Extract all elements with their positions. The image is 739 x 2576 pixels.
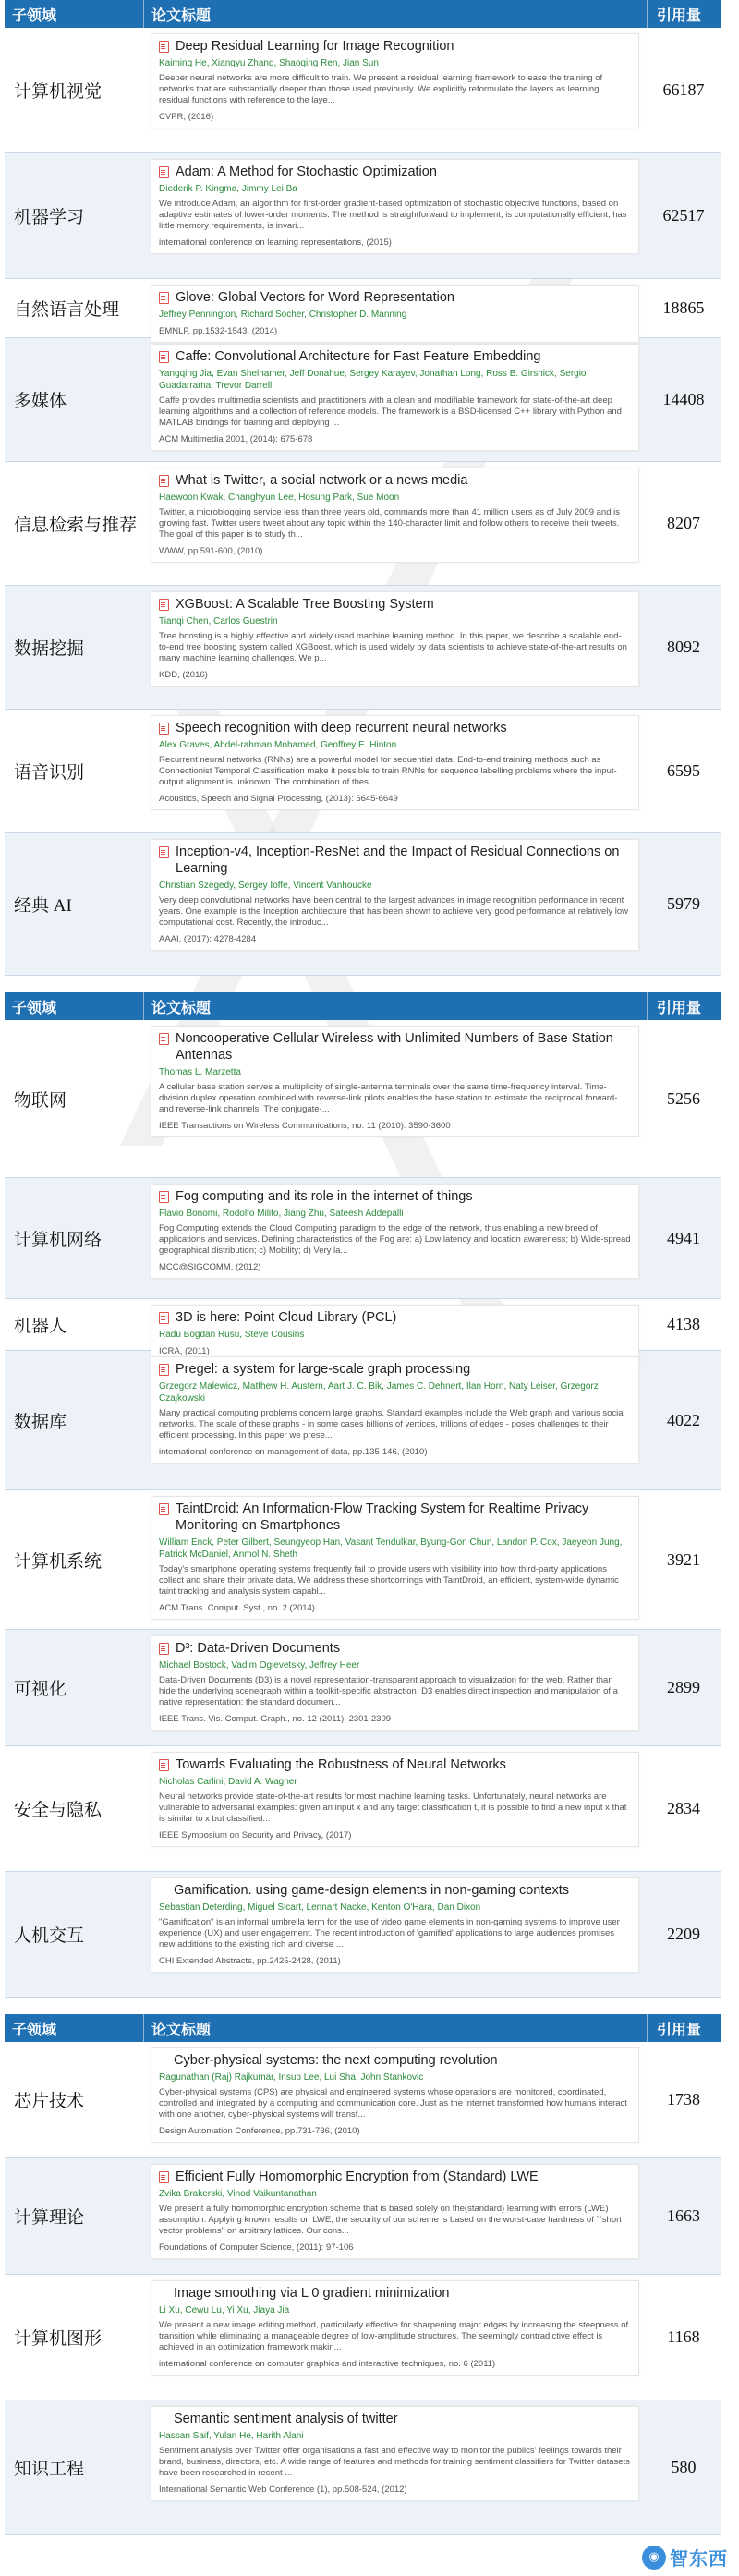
paper-card — [151, 2164, 639, 2259]
citation-count: 4022 — [667, 1410, 700, 1429]
pdf-icon[interactable] — [159, 292, 169, 304]
table-row — [5, 338, 721, 462]
paper-cell — [143, 1630, 647, 1745]
paper-cell — [143, 28, 647, 152]
header-field: 子领域 — [12, 7, 57, 24]
pdf-icon[interactable] — [159, 599, 169, 611]
paper-card — [151, 1877, 639, 1973]
table-row — [5, 153, 721, 279]
paper-abstract: Neural networks provide state-of-the-art results for most machine learning tasks. Unfortunately, neural networks are vulnerable to adversarial examples: given an input x and any target classification t, it is possible to find a new input x that is similar to x but classified... — [159, 1792, 627, 1824]
paper-card — [151, 468, 639, 563]
paper-card — [151, 1752, 639, 1847]
paper-cell — [143, 2275, 647, 2400]
paper-title-link[interactable]: Image smoothing via L 0 gradient minimization — [174, 2286, 450, 2301]
paper-cell — [143, 279, 647, 337]
pdf-icon[interactable] — [159, 1759, 169, 1771]
pdf-icon[interactable] — [159, 475, 169, 487]
paper-authors[interactable]: Kaiming He, Xiangyu Zhang, Shaoqing Ren, Jian Sun — [159, 58, 379, 68]
paper-abstract: Today's smartphone operating systems frequently fail to provide users with visibility into how third-party applications collect and share their private data. We address these shortcomings with TaintDroid, an efficient, system-wide dynamic taint tracking and analysis system capabl... — [159, 1564, 619, 1597]
table-row — [5, 2042, 721, 2158]
paper-authors[interactable]: William Enck, Peter Gilbert, Seungyeop Han, Vasant Tendulkar, Byung-Gon Chun, Landon P. Cox, Jaeyeon Jung, Patrick McDaniel, Anmol N. Sheth — [159, 1537, 623, 1560]
table-row — [5, 2275, 721, 2400]
paper-card — [151, 1356, 639, 1464]
citation-count: 1663 — [667, 2206, 700, 2225]
paper-authors[interactable]: Yangqing Jia, Evan Shelhamer, Jeff Donahue, Sergey Karayev, Jonathan Long, Ross B. Girshick, Sergio Guadarrama, Trevor Darrell — [159, 369, 587, 391]
table-row — [5, 1178, 721, 1299]
paper-authors[interactable]: Flavio Bonomi, Rodolfo Milito, Jiang Zhu, Sateesh Addepalli — [159, 1209, 404, 1219]
paper-abstract: Many practical computing problems concern large graphs. Standard examples include the Web graph and various social networks. The scale of these graphs - in some cases billions of vertices, trillions of edges - poses challenges to their efficient processing. In this paper we prese... — [159, 1408, 625, 1440]
paper-venue: WWW, pp.591-600, (2010) — [159, 546, 263, 556]
table-row — [5, 1872, 721, 1998]
field-name: 计算机网络 — [14, 1230, 103, 1250]
field-name: 自然语言处理 — [14, 300, 120, 320]
section-gap — [0, 1998, 739, 2014]
paper-abstract: We present a fully homomorphic encryption scheme that is based solely on the(standard) learning with errors (LWE) assumption. Applying known results on LWE, the security of our scheme is based on the worst-case hardness of ``short vector problems'' on arbitrary lattices. Our cons... — [159, 2204, 622, 2236]
paper-cell — [143, 1490, 647, 1629]
paper-title-link[interactable]: Speech recognition with deep recurrent neural networks — [176, 721, 507, 735]
paper-cell — [143, 1020, 647, 1177]
paper-title-link[interactable]: Cyber-physical systems: the next computing revolution — [174, 2053, 498, 2068]
paper-card — [151, 1496, 639, 1620]
citation-count: 8092 — [667, 638, 700, 656]
citation-count: 2834 — [667, 1799, 700, 1817]
paper-card — [151, 839, 639, 951]
field-name: 机器人 — [14, 1317, 67, 1336]
paper-title-link[interactable]: 3D is here: Point Cloud Library (PCL) — [176, 1310, 397, 1325]
paper-venue: ACM Multimedia 2001, (2014): 675-678 — [159, 434, 313, 444]
paper-cell — [143, 833, 647, 975]
paper-authors[interactable]: Christian Szegedy, Sergey Ioffe, Vincent Vanhoucke — [159, 881, 372, 891]
paper-cell — [143, 462, 647, 585]
paper-abstract: Data-Driven Documents (D3) is a novel representation-transparent approach to visualization for the web. Rather than hide the underlying scenegraph within a toolkit-specific abstraction, D3 enables direct inspection and manipulation of a native representation: the standard documen... — [159, 1675, 618, 1707]
paper-authors[interactable]: Diederik P. Kingma, Jimmy Lei Ba — [159, 184, 297, 194]
section-gap — [0, 976, 739, 992]
paper-authors[interactable]: Grzegorz Malewicz, Matthew H. Austern, Aart J. C. Bik, James C. Dehnert, Ilan Horn, Naty Leiser, Grzegorz Czajkowski — [159, 1381, 599, 1403]
paper-cell — [143, 1872, 647, 1997]
paper-title-link[interactable]: Gamification. using game-design elements in non-gaming contexts — [174, 1883, 569, 1898]
paper-venue: ACM Trans. Comput. Syst., no. 2 (2014) — [159, 1603, 315, 1613]
paper-title-link[interactable]: Efficient Fully Homomorphic Encryption from (Standard) LWE — [176, 2169, 539, 2184]
citation-count: 4138 — [667, 1315, 700, 1333]
paper-title-link[interactable]: Caffe: Convolutional Architecture for Fast Feature Embedding — [176, 349, 541, 364]
paper-card — [151, 1184, 639, 1279]
paper-venue: international conference on computer graphics and interactive techniques, no. 6 (2011) — [159, 2359, 496, 2369]
paper-card — [151, 2406, 639, 2501]
field-name: 多媒体 — [14, 392, 67, 411]
paper-title-link[interactable]: Adam: A Method for Stochastic Optimization — [176, 164, 437, 179]
paper-authors[interactable]: Radu Bogdan Rusu, Steve Cousins — [159, 1330, 305, 1340]
table-header — [5, 0, 721, 28]
field-name: 经典 AI — [14, 896, 72, 916]
paper-abstract: We present a new image editing method, particularly effective for sharpening major edges by increasing the steepness of transition while eliminating a manageable degree of low-amplitude structures. The seemingly contradictive effect is achieved in an optimization framework makin... — [159, 2320, 629, 2352]
paper-title-link[interactable]: Fog computing and its role in the internet of things — [176, 1189, 473, 1204]
paper-authors[interactable]: Li Xu, Cewu Lu, Yi Xu, Jiaya Jia — [159, 2305, 290, 2315]
paper-venue: KDD, (2016) — [159, 670, 208, 680]
paper-table — [5, 992, 721, 1998]
paper-title-link[interactable]: Glove: Global Vectors for Word Representation — [176, 290, 454, 305]
table-row — [5, 710, 721, 833]
table-row — [5, 1351, 721, 1490]
paper-table — [5, 2014, 721, 2535]
paper-title-link[interactable]: Deep Residual Learning for Image Recognition — [176, 39, 454, 54]
citation-count: 4941 — [667, 1228, 700, 1247]
paper-venue: IEEE Symposium on Security and Privacy, (2017) — [159, 1830, 352, 1841]
paper-venue: IEEE Trans. Vis. Comput. Graph., no. 12 (2011): 2301-2309 — [159, 1714, 392, 1724]
paper-abstract: Cyber-physical systems (CPS) are physical and engineered systems whose operations are monitored, coordinated, controlled and integrated by a computing and communication core. Just as the internet transformed how humans interact with one another, cyber-physical systems will transf... — [159, 2087, 627, 2120]
paper-title-link[interactable]: Semantic sentiment analysis of twitter — [174, 2412, 398, 2426]
pdf-icon[interactable] — [159, 1033, 169, 1045]
paper-cell — [143, 1178, 647, 1298]
paper-authors[interactable]: Michael Bostock, Vadim Ogievetsky, Jeffrey Heer — [159, 1660, 360, 1671]
pdf-icon[interactable] — [159, 2171, 169, 2183]
paper-card — [151, 591, 639, 687]
header-cites: 引用量 — [647, 2014, 721, 2042]
paper-venue: international conference on learning representations, (2015) — [159, 237, 392, 248]
paper-card — [151, 715, 639, 810]
paper-authors[interactable]: Zvika Brakerski, Vinod Vaikuntanathan — [159, 2189, 317, 2199]
paper-title-link[interactable]: D³: Data-Driven Documents — [176, 1641, 341, 1656]
table-row — [5, 1020, 721, 1178]
paper-cell — [143, 2042, 647, 2157]
paper-table — [5, 0, 721, 976]
paper-authors[interactable]: Tianqi Chen, Carlos Guestrin — [159, 616, 278, 626]
field-name: 物联网 — [14, 1090, 67, 1111]
table-header — [5, 2014, 721, 2042]
paper-venue: CVPR, (2016) — [159, 112, 214, 122]
paper-abstract: Deeper neural networks are more difficult to train. We present a residual learning framework to ease the training of networks that are substantially deeper than those used previously. We explicitly reformulate the layers as learning residual functions with reference to the laye... — [159, 73, 603, 105]
field-name: 计算机视觉 — [14, 82, 103, 102]
field-name: 可视化 — [14, 1680, 67, 1699]
paper-authors[interactable]: Alex Graves, Abdel-rahman Mohamed, Geoffrey E. Hinton — [159, 740, 397, 750]
pdf-icon[interactable] — [159, 166, 169, 178]
paper-card — [151, 285, 639, 343]
field-name: 信息检索与推荐 — [14, 516, 138, 535]
table-row — [5, 2400, 721, 2535]
citation-count: 2209 — [667, 1925, 700, 1943]
paper-card — [151, 344, 639, 451]
field-name: 安全与隐私 — [14, 1801, 103, 1820]
paper-card — [151, 159, 639, 254]
table-row — [5, 833, 721, 976]
logo-mark-icon: ◉ — [642, 2546, 666, 2570]
table-row — [5, 2158, 721, 2275]
table-row — [5, 1746, 721, 1872]
field-name: 人机交互 — [14, 1926, 85, 1946]
field-name: 数据挖掘 — [14, 639, 85, 659]
table-row — [5, 28, 721, 153]
paper-venue: Acoustics, Speech and Signal Processing, (2013): 6645-6649 — [159, 794, 398, 804]
paper-authors[interactable]: Hassan Saif, Yulan He, Harith Alani — [159, 2431, 304, 2441]
field-name: 数据库 — [14, 1412, 67, 1432]
citation-count: 1738 — [667, 2090, 700, 2108]
citation-count: 3921 — [667, 1549, 700, 1569]
table-row — [5, 1490, 721, 1630]
header-paper: 论文标题 — [143, 0, 647, 28]
citation-count: 66187 — [662, 80, 705, 99]
paper-card — [151, 1635, 639, 1731]
pdf-icon[interactable] — [159, 1364, 169, 1376]
pdf-icon[interactable] — [159, 351, 169, 363]
pdf-icon[interactable] — [159, 723, 169, 735]
paper-abstract: Tree boosting is a highly effective and widely used machine learning method. In this paper, we describe a scalable end-to-end tree boosting system called XGBoost, which is used widely by data scientists to achieve state-of-the-art results on many machine learning challenges. We p... — [159, 631, 627, 663]
paper-authors[interactable]: Thomas L. Marzetta — [159, 1067, 241, 1077]
header-cites: 引用量 — [647, 0, 721, 28]
paper-venue: international conference on management of data, pp.135-146, (2010) — [159, 1447, 428, 1457]
paper-cell — [143, 2400, 647, 2534]
pdf-icon[interactable] — [159, 1643, 169, 1655]
header-paper: 论文标题 — [143, 2014, 647, 2042]
paper-title-link[interactable]: What is Twitter, a social network or a news media — [176, 473, 468, 488]
field-name: 计算机图形 — [14, 2329, 103, 2349]
paper-cell — [143, 1351, 647, 1489]
field-name: 计算机系统 — [14, 1551, 103, 1572]
citation-count: 5256 — [667, 1088, 700, 1108]
citation-count: 580 — [671, 2458, 697, 2476]
paper-card — [151, 2047, 639, 2143]
paper-cell — [143, 2158, 647, 2274]
paper-venue: Foundations of Computer Science, (2011): 97-106 — [159, 2242, 354, 2253]
field-name: 语音识别 — [14, 763, 85, 783]
paper-authors[interactable]: Jeffrey Pennington, Richard Socher, Christopher D. Manning — [159, 310, 407, 320]
paper-venue: ICRA, (2011) — [159, 1346, 210, 1356]
paper-abstract: We introduce Adam, an algorithm for first-order gradient-based optimization of stochastic objective functions, based on adaptive estimates of lower-order moments. The method is straightforward to implement, is computationally efficient, has little memory requirements, is invari... — [159, 199, 627, 231]
paper-abstract: Sentiment analysis over Twitter offer organisations a fast and effective way to monitor the publics' feelings towards their brand, business, directors, etc. A wide range of features and methods for training sentiment classifiers for Twitter datasets have been researched in recent ... — [159, 2446, 630, 2478]
table-row — [5, 586, 721, 710]
logo-text: 智东西 — [670, 2547, 728, 2570]
paper-title-link[interactable]: Noncooperative Cellular Wireless with Unlimited Numbers of Base Station Antennas — [176, 1031, 613, 1063]
paper-venue: EMNLP, pp.1532-1543, (2014) — [159, 326, 278, 336]
paper-abstract: Very deep convolutional networks have been central to the largest advances in image recognition performance in recent years. One example is the Inception architecture that has been shown to achieve very good performance at relatively low computational cost. Recently, the introduc... — [159, 895, 628, 928]
header-cites: 引用量 — [647, 992, 721, 1020]
paper-title-link[interactable]: XGBoost: A Scalable Tree Boosting System — [176, 597, 434, 612]
paper-authors[interactable]: Sebastian Deterding, Miguel Sicart, Lennart Nacke, Kenton O'Hara, Dan Dixon — [159, 1902, 481, 1913]
paper-title-link[interactable]: Inception-v4, Inception-ResNet and the Impact of Residual Connections on Learning — [176, 844, 620, 876]
paper-abstract: Twitter, a microblogging service less than three years old, commands more than 41 million users as of July 2009 and is growing fast. Twitter users tweet about any topic within the 140-character limit and follow others to receive their tweets. The goal of this paper is to study th... — [159, 507, 620, 540]
paper-cell — [143, 586, 647, 709]
citation-count: 18865 — [662, 298, 705, 317]
paper-authors[interactable]: Haewoon Kwak, Changhyun Lee, Hosung Park, Sue Moon — [159, 492, 400, 503]
paper-cell — [143, 338, 647, 461]
pdf-icon[interactable] — [159, 1312, 169, 1324]
header-field: 子领域 — [12, 1000, 57, 1016]
table-header — [5, 992, 721, 1020]
pdf-icon[interactable] — [159, 41, 169, 53]
paper-venue: MCC@SIGCOMM, (2012) — [159, 1262, 261, 1272]
citation-count: 14408 — [662, 390, 705, 408]
paper-card — [151, 2280, 639, 2376]
citation-count: 2899 — [667, 1678, 700, 1696]
paper-abstract: Recurrent neural networks (RNNs) are a powerful model for sequential data. End-to-end training methods such as Connectionist Temporal Classification make it possible to train RNNs for sequence labelling problems where the input-output alignment is unknown. The combination of thes... — [159, 755, 617, 787]
field-name: 芯片技术 — [14, 2092, 85, 2111]
logo — [642, 2544, 728, 2570]
paper-title-link[interactable]: Towards Evaluating the Robustness of Neural Networks — [176, 1757, 506, 1772]
citation-count: 8207 — [667, 514, 700, 532]
paper-cell — [143, 1746, 647, 1871]
field-name: 计算理论 — [14, 2208, 85, 2228]
header-paper: 论文标题 — [143, 992, 647, 1020]
paper-venue: Design Automation Conference, pp.731-736, (2010) — [159, 2126, 360, 2136]
table-row — [5, 279, 721, 338]
paper-authors[interactable]: Nicholas Carlini, David A. Wagner — [159, 1777, 297, 1787]
paper-title-link[interactable]: Pregel: a system for large-scale graph processing — [176, 1362, 471, 1377]
paper-venue: AAAI, (2017): 4278-4284 — [159, 934, 257, 944]
paper-venue: CHI Extended Abstracts, pp.2425-2428, (2011) — [159, 1956, 341, 1966]
paper-authors[interactable]: Ragunathan (Raj) Rajkumar, Insup Lee, Lui Sha, John Stankovic — [159, 2072, 424, 2083]
paper-title-link[interactable]: TaintDroid: An Information-Flow Tracking System for Realtime Privacy Monitoring on Smartphones — [176, 1501, 589, 1533]
paper-venue: International Semantic Web Conference (1), pp.508-524, (2012) — [159, 2485, 407, 2495]
paper-venue: IEEE Transactions on Wireless Communications, no. 11 (2010): 3590-3600 — [159, 1121, 451, 1131]
header-field: 子领域 — [12, 2022, 57, 2038]
paper-card — [151, 33, 639, 128]
paper-cell — [143, 710, 647, 832]
table-row — [5, 462, 721, 586]
table-row — [5, 1630, 721, 1746]
citation-count: 5979 — [667, 894, 700, 913]
table-row — [5, 1299, 721, 1356]
citation-count: 1168 — [667, 2327, 700, 2346]
field-name: 知识工程 — [14, 2460, 85, 2479]
pdf-icon[interactable] — [159, 846, 169, 858]
field-name: 机器学习 — [14, 208, 85, 227]
citation-count: 6595 — [667, 761, 700, 780]
paper-cell — [143, 153, 647, 278]
pdf-icon[interactable] — [159, 1191, 169, 1203]
citation-count: 62517 — [662, 206, 705, 225]
paper-abstract: "Gamification" is an informal umbrella term for the use of video game elements in non-gaming systems to improve user experience (UX) and user engagement. The recent introduction of 'gamified' applications to large audiences promises new additions to the existing rich and diverse ... — [159, 1917, 620, 1950]
paper-abstract: A cellular base station serves a multiplicity of single-antenna terminals over the same time-frequency interval. Time-division duplex operation combined with reverse-link pilots enables the base station to estimate the reciprocal forward- and reverse-link channels. The conjugate-... — [159, 1082, 618, 1114]
paper-abstract: Fog Computing extends the Cloud Computing paradigm to the edge of the network, thus enabling a new breed of applications and services. Defining characteristics of the Fog are: a) Low latency and location awareness; b) Wide-spread geographical distribution; c) Mobility; d) Very la... — [159, 1223, 631, 1256]
paper-card — [151, 1026, 639, 1137]
paper-abstract: Caffe provides multimedia scientists and practitioners with a clean and modifiable framework for state-of-the-art deep learning algorithms and a collection of reference models. The framework is a BSD-licensed C++ library with Python and MATLAB bindings for training and deploying ... — [159, 395, 622, 428]
paper-cell — [143, 1299, 647, 1356]
pdf-icon[interactable] — [159, 1503, 169, 1515]
